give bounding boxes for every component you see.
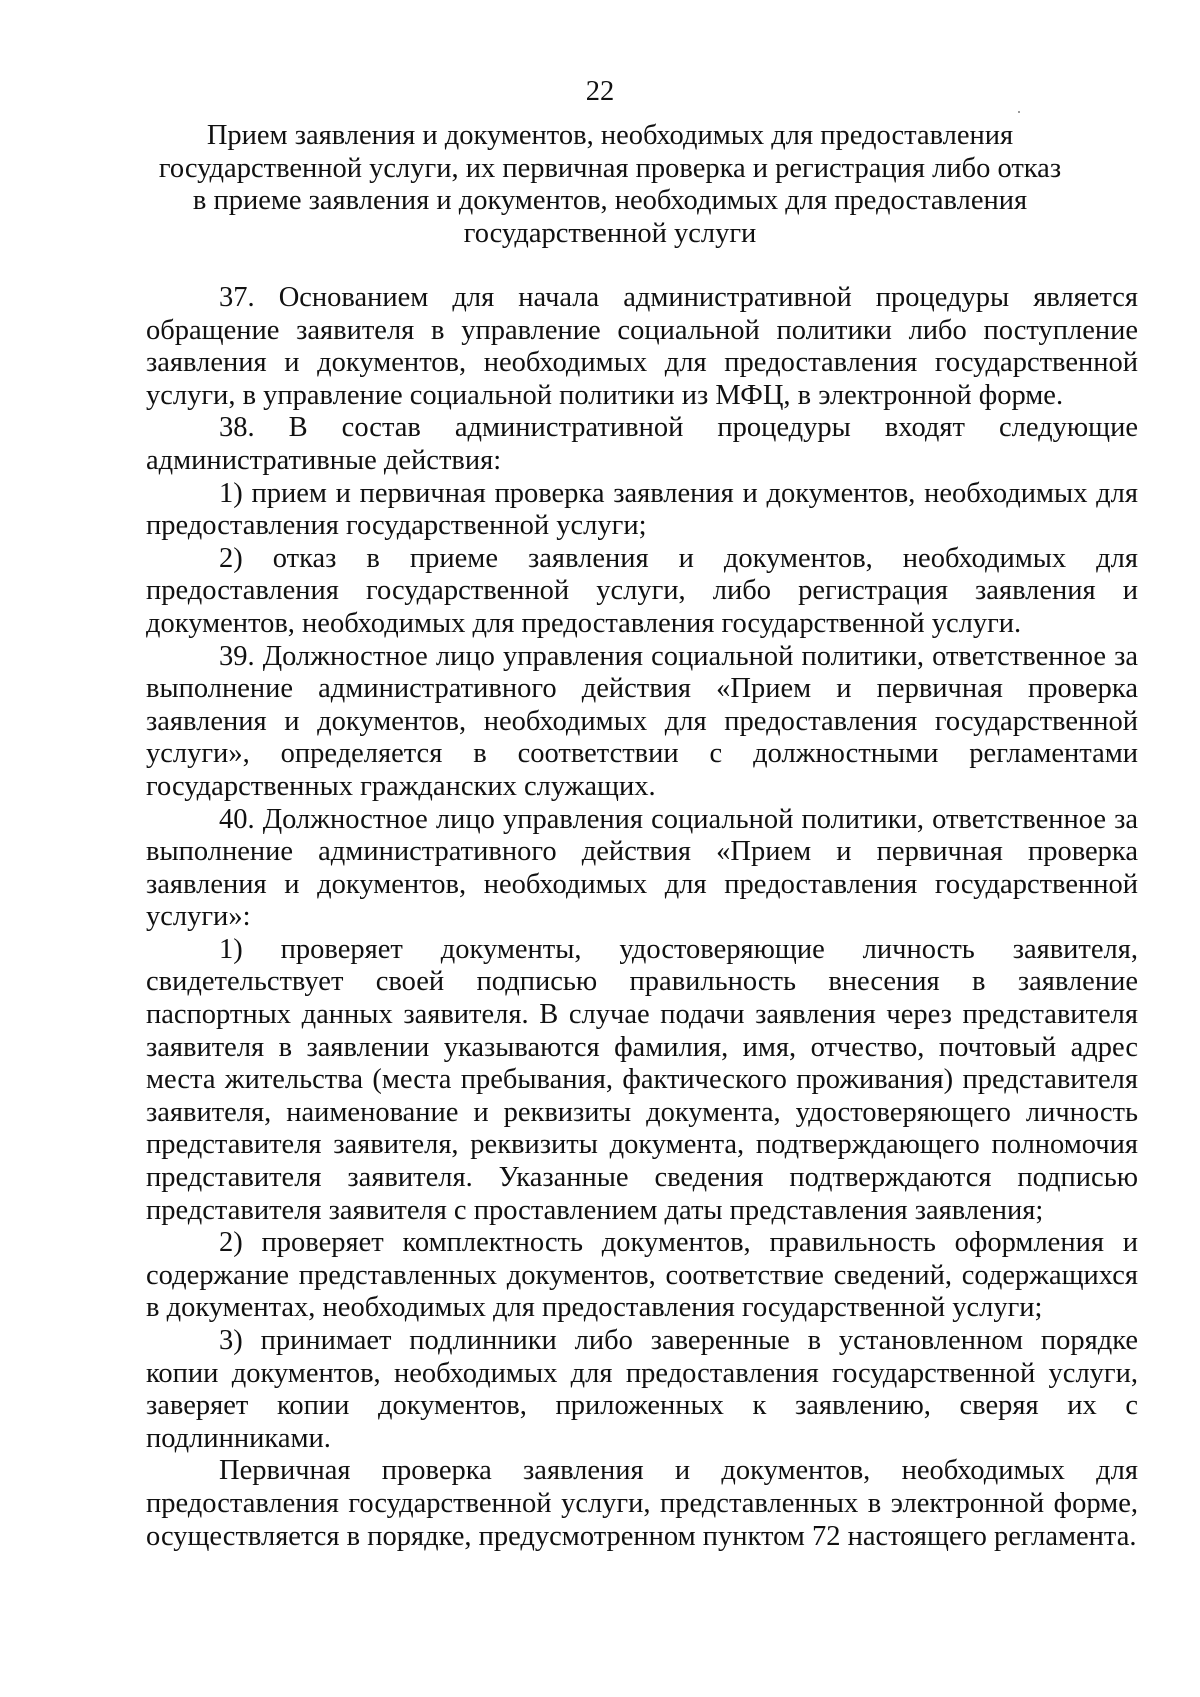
paragraph-38: 38. В состав административной процедуры входят следующие административные действия: xyxy=(146,412,1138,476)
heading-line: государственной услуги, их первичная проверка и регистрация либо отказ xyxy=(158,152,1062,184)
heading-line: Прием заявления и документов, необходимых для предоставления xyxy=(206,120,1014,151)
section-heading xyxy=(150,120,1070,250)
paragraph-primary-check: Первичная проверка заявления и документов, необходимых для предоставления государственной услуги, представленных в электронной форме, осуществляется в порядке, предусмотренном пунктом 72 настоящего регламента. xyxy=(146,1455,1138,1552)
heading-line: государственной услуги xyxy=(463,217,757,249)
list-item-38-1: 1) прием и первичная проверка заявления и документов, необходимых для предоставления государственной услуги; xyxy=(146,477,1138,542)
heading-line: в приеме заявления и документов, необходимых для предоставления xyxy=(192,185,1028,217)
list-item-38-2: 2) отказ в приеме заявления и документов, необходимых для предоставления государственной услуги, либо регистрация заявления и документов, необходимых для предоставления государственной услуги. xyxy=(146,542,1138,639)
page-number: 22 xyxy=(585,76,615,107)
paragraph-39: 39. Должностное лицо управления социальной политики, ответственное за выполнение административного действия «Прием и первичная проверка заявления и документов, необходимых для предоставления государственной услуги», определяется в соответствии с должностными регламентами государственных гражданских служащих. xyxy=(146,640,1138,802)
paragraph-37: 37. Основанием для начала административной процедуры является обращение заявителя в управление социальной политики либо поступление заявления и документов, необходимых для предоставления государственной услуги, в управление социальной политики из МФЦ, в электронной форме. xyxy=(146,282,1138,411)
list-item-40-1: 1) проверяет документы, удостоверяющие личность заявителя, свидетельствует своей подписью правильность внесения в заявление паспортных данных заявителя. В случае подачи заявления через представителя заявителя в заявлении указываются фамилия, имя, отчество, почтовый адрес места жительства (места пребывания, фактического проживания) представителя заявителя, наименование и реквизиты документа, удостоверяющего личность представителя заявителя, реквизиты документа, подтверждающего полномочия представителя заявителя. Указанные сведения подтверждаются подписью представителя заявителя с проставлением даты представления заявления; xyxy=(146,933,1138,1226)
list-item-40-2: 2) проверяет комплектность документов, правильность оформления и содержание представленных документов, соответствие сведений, содержащихся в документах, необходимых для предоставления государственной услуги; xyxy=(146,1227,1138,1324)
list-item-40-3: 3) принимает подлинники либо заверенные в установленном порядке копии документов, необходимых для предоставления государственной услуги, заверяет копии документов, приложенных к заявлению, сверяя их с подлинниками. xyxy=(146,1325,1138,1454)
document-body xyxy=(146,282,1138,1553)
paragraph-40: 40. Должностное лицо управления социальной политики, ответственное за выполнение административного действия «Прием и первичная проверка заявления и документов, необходимых для предоставления государственной услуги»: xyxy=(146,803,1138,933)
scan-speck xyxy=(1018,111,1020,113)
